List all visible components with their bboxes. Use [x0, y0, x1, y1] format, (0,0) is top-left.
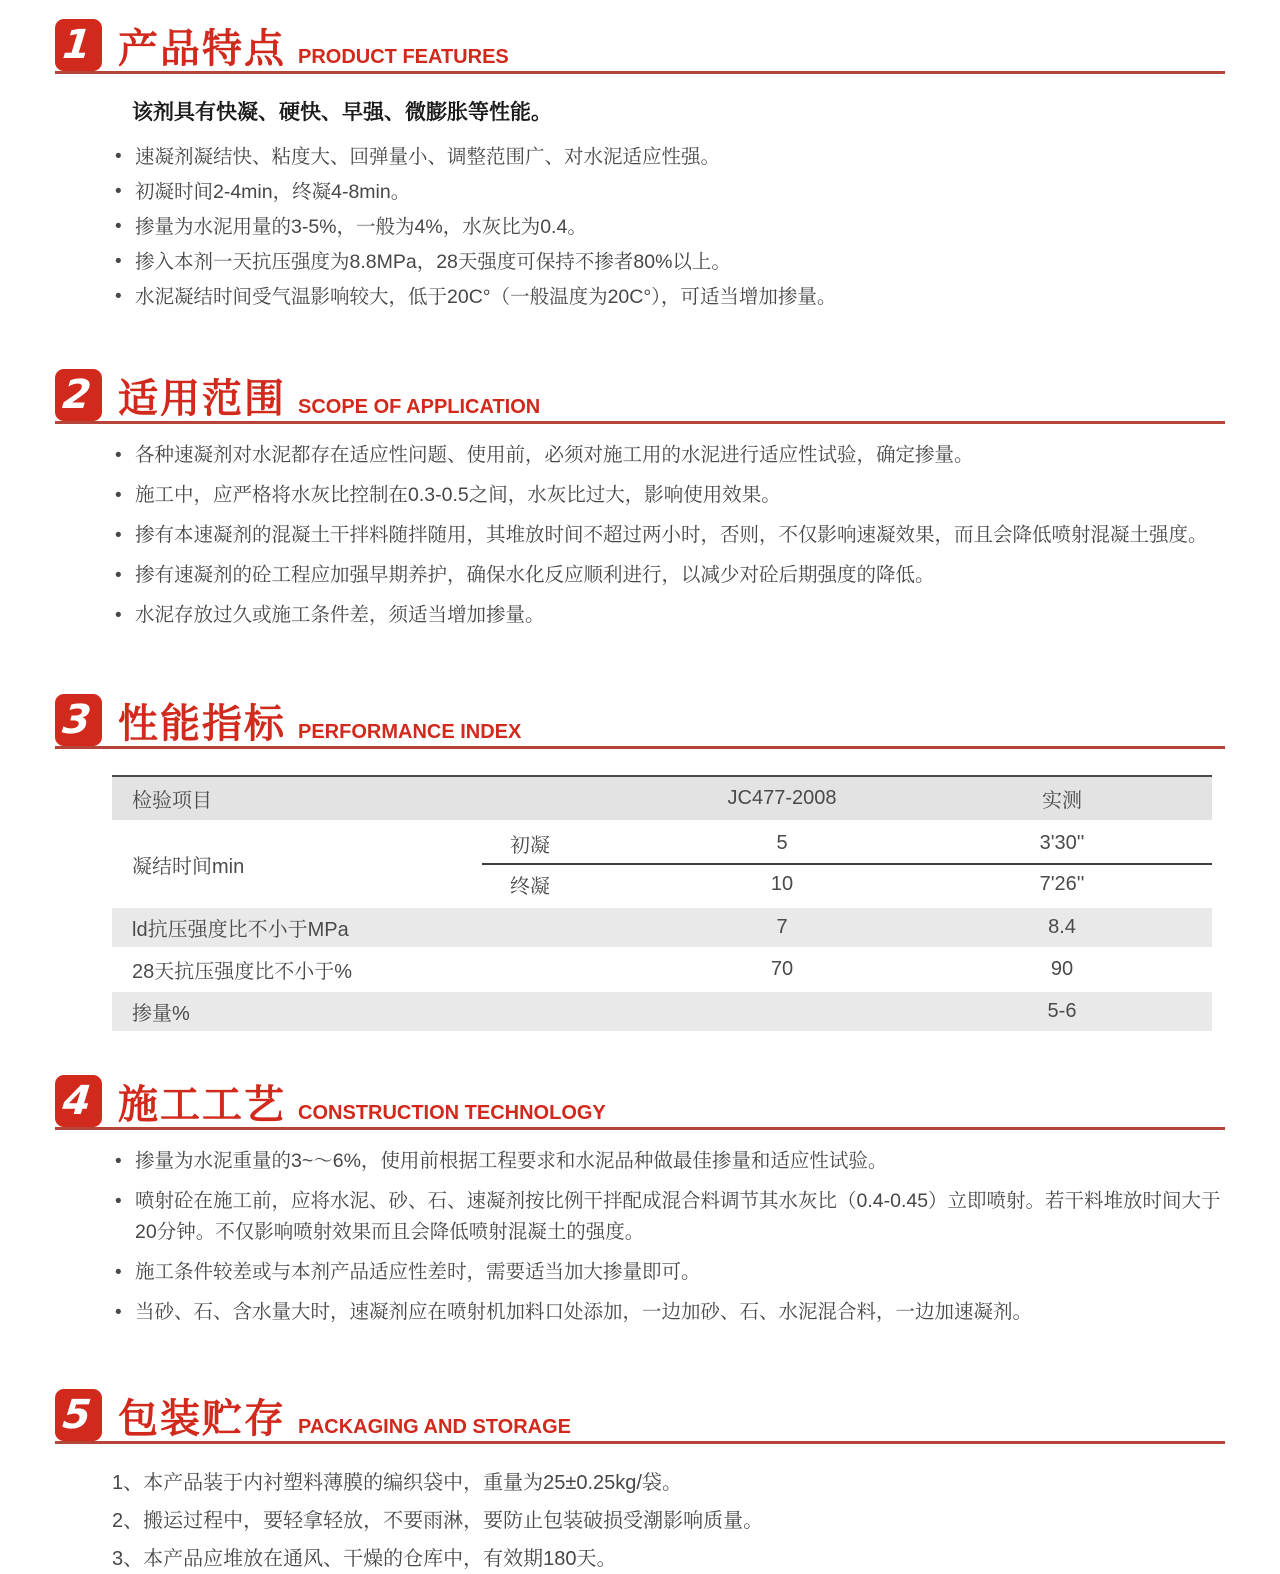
section-number-badge — [55, 1389, 102, 1441]
table-cell: 8.4 — [1048, 915, 1076, 938]
section-4-content — [112, 1146, 1222, 1328]
table-row — [112, 990, 1212, 1032]
table-cell: 终凝 — [482, 864, 652, 906]
section-1-content — [112, 96, 1222, 312]
table-cell: ld抗压强度比不小于MPa — [132, 918, 349, 941]
features-intro: 该剂具有快凝、硬快、早强、微膨胀等性能。 — [132, 101, 552, 124]
table-cell: 10 — [652, 864, 912, 906]
list-item: • 各种速凝剂对水泥都存在适应性问题、使用前，必须对施工用的水泥进行适应性试验，确定掺量。 — [112, 440, 1222, 471]
table-body — [112, 822, 1212, 1032]
section-title-cn: 施工工艺 — [118, 1082, 286, 1127]
section-number: 5 — [60, 1391, 93, 1438]
features-list — [112, 142, 1222, 312]
list-item: • 施工中，应严格将水灰比控制在0.3-0.5之间，水灰比过大，影响使用效果。 — [112, 480, 1222, 511]
table-cell: 5 — [776, 832, 788, 854]
section-performance-index — [0, 693, 1280, 1034]
list-item: • 喷射砼在施工前，应将水泥、砂、石、速凝剂按比例干拌配成混合料调节其水灰比（0.4-0.45）立即喷射。若干料堆放时间大于20分钟。不仅影响喷射效果而且会降低喷射混凝土的强度。 — [112, 1186, 1222, 1248]
list-item: • 当砂、石、含水量大时，速凝剂应在喷射机加料口处添加，一边加砂、石、水泥混合料，一边加速凝剂。 — [112, 1297, 1222, 1328]
section-3-header — [55, 693, 1225, 749]
section-5-content — [112, 1468, 1222, 1574]
section-2-header — [55, 368, 1225, 424]
list-item: • 掺量为水泥重量的3~～6%，使用前根据工程要求和水泥品种做最佳掺量和适应性试验。 — [112, 1146, 1222, 1177]
section-1-header — [55, 18, 1225, 74]
table-cell: 5-6 — [1047, 999, 1077, 1022]
section-4-header — [55, 1074, 1225, 1130]
list-item: • 掺量为水泥用量的3-5%，一般为4%，水灰比为0.4。 — [112, 212, 1222, 242]
table-cell — [652, 990, 912, 1032]
section-number: 3 — [60, 697, 93, 743]
section-product-features — [0, 18, 1280, 312]
list-item: • 初凝时间2-4min，终凝4-8min。 — [112, 177, 1222, 207]
table-row — [112, 906, 1212, 948]
section-title-en: PACKAGING AND STORAGE — [298, 1415, 571, 1438]
list-item: • 水泥凝结时间受气温影响较大，低于20C°（一般温度为20C°），可适当增加掺量。 — [112, 282, 1222, 312]
table-cell: 掺量% — [132, 1002, 190, 1025]
section-scope-of-application — [0, 368, 1280, 631]
list-item: • 掺入本剂一天抗压强度为8.8MPa，28天强度可保持不掺者80%以上。 — [112, 247, 1222, 277]
table-cell: 7'26'' — [912, 864, 1212, 906]
table-cell: 70 — [770, 957, 794, 980]
packaging-list — [112, 1468, 1222, 1574]
section-5-header — [55, 1388, 1225, 1444]
list-item: • 掺有本速凝剂的混凝土干拌料随拌随用，其堆放时间不超过两小时，否则，不仅影响速凝效果，而且会降低喷射混凝土强度。 — [112, 520, 1222, 551]
list-item: • 水泥存放过久或施工条件差，须适当增加掺量。 — [112, 600, 1222, 631]
table-cell: 3'30'' — [1039, 832, 1085, 854]
table-header-cell: 检验项目 — [132, 790, 212, 812]
list-item: • 掺有速凝剂的砼工程应加强早期养护，确保水化反应顺利进行，以减少对砼后期强度的降低。 — [112, 560, 1222, 591]
section-number-badge — [55, 1075, 102, 1127]
table-row — [112, 822, 1212, 864]
section-number-badge — [55, 369, 102, 421]
section-construction-technology — [0, 1074, 1280, 1328]
performance-table — [112, 775, 1212, 1034]
table-header-cell — [482, 776, 652, 822]
list-item: 3、本产品应堆放在通风、干燥的仓库中，有效期180天。 — [112, 1547, 617, 1570]
scope-list — [112, 440, 1222, 631]
list-item: • 施工条件较差或与本剂产品适应性差时，需要适当加大掺量即可。 — [112, 1257, 1222, 1288]
section-number: 2 — [60, 372, 93, 418]
table-header-cell: 实测 — [1042, 790, 1082, 812]
list-item: 2、搬运过程中，要轻拿轻放，不要雨淋，要防止包装破损受潮影响质量。 — [112, 1509, 764, 1532]
table-row — [112, 948, 1212, 990]
section-title-en: PERFORMANCE INDEX — [298, 721, 522, 743]
table-cell: 7 — [776, 915, 788, 938]
list-item: • 速凝剂凝结快、粘度大、回弹量小、调整范围广、对水泥适应性强。 — [112, 142, 1222, 172]
section-number-badge — [55, 694, 102, 746]
table-head — [112, 776, 1212, 822]
section-title-en: PRODUCT FEATURES — [298, 46, 509, 68]
table-header-cell: JC477-2008 — [727, 787, 837, 809]
table-header-row — [112, 776, 1212, 822]
list-item: 1、本产品装于内衬塑料薄膜的编织袋中，重量为25±0.25kg/袋。 — [112, 1471, 682, 1494]
section-title-cn: 适用范围 — [118, 377, 286, 421]
section-title-cn: 性能指标 — [118, 702, 286, 746]
table-cell: 90 — [1050, 957, 1074, 980]
table-cell: 初凝 — [510, 835, 550, 857]
section-title-cn: 产品特点 — [118, 27, 286, 71]
section-title-cn: 包装贮存 — [118, 1396, 286, 1441]
section-title-en: SCOPE OF APPLICATION — [298, 396, 541, 418]
section-number: 1 — [60, 22, 93, 68]
construction-list — [112, 1146, 1222, 1328]
section-packaging-storage — [0, 1388, 1280, 1574]
table-cell: 28天抗压强度比不小于% — [132, 960, 353, 983]
section-title-en: CONSTRUCTION TECHNOLOGY — [298, 1101, 606, 1124]
section-number-badge — [55, 19, 102, 71]
table-cell: 凝结时间min — [132, 855, 245, 878]
section-2-content — [112, 440, 1222, 631]
section-number: 4 — [60, 1077, 93, 1124]
